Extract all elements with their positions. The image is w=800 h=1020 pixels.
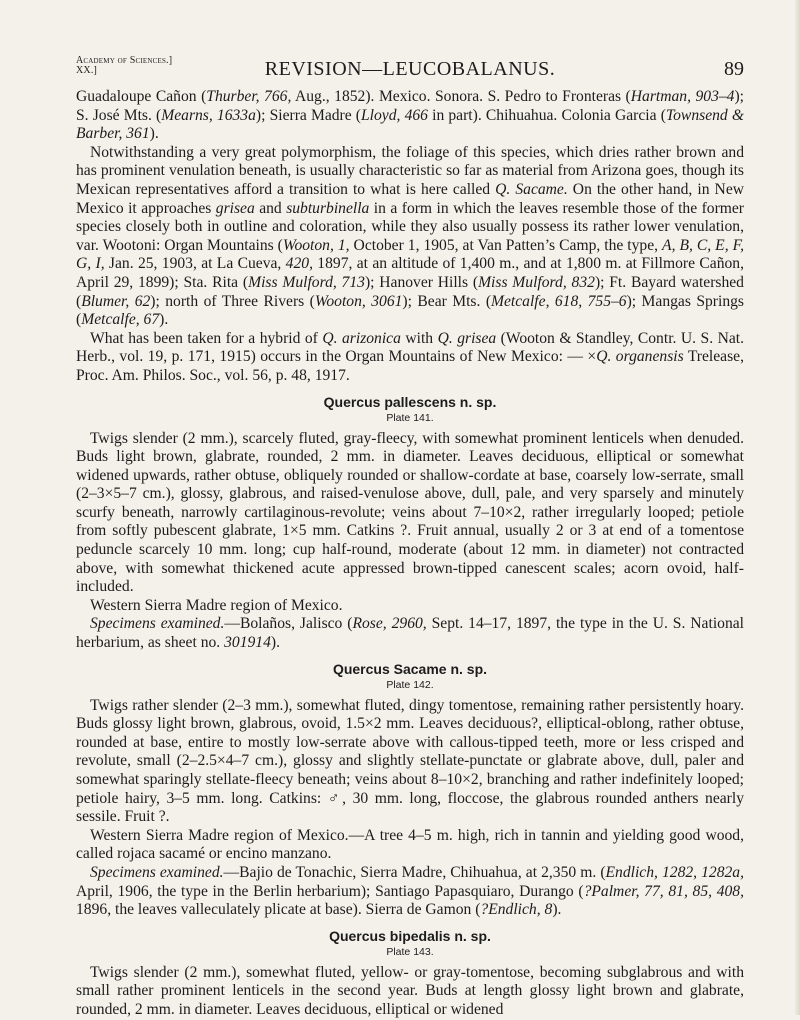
body-paragraph: Western Sierra Madre region of Mexico. [90,596,343,614]
species-heading: Quercus Sacame n. sp. [332,660,488,677]
page-number: 89 [724,58,744,80]
plate-reference: Plate 143. [386,945,434,958]
body-paragraph: What has been taken for a hybrid of Q. arizonica with Q. grisea (Wooton & Standley, Contr. U. S. Nat. Herb., vol. 19, p. 171, 1915) occurs in the Organ Mountains of New Mexico: — ×Q. organensis Trelease, Proc. Am. Philos. Soc., vol. 56, p. 48, 1917. [76,329,744,384]
body-paragraph: Twigs slender (2 mm.), somewhat fluted, yellow- or gray-tomentose, becoming subglabrous and with small rather prominent lenticels in the second year. Buds at length glossy light brown and glabrate, rounded, 2 mm. in diameter. Leaves deciduous, elliptical or widened [76,963,744,1018]
body-paragraph: Specimens examined.—Bolaños, Jalisco (Rose, 2960, Sept. 14–17, 1897, the type in the U. S. National herbarium, as sheet no. 301914). [76,615,744,652]
plate-reference: Plate 142. [386,678,434,691]
body-paragraph: Specimens examined.—Bajio de Tonachic, Sierra Madre, Chihuahua, at 2,350 m. (Endlich, 1282, 1282a, April, 1906, the type in the Berlin herbarium); Santiago Papasquiaro, Durango (?Palmer, 77, 81, 85, 408, 1896, the leaves valleculately plicate at base). Sierra de Gamon (?Endlich, 8). [76,863,745,919]
species-heading: Quercus bipedalis n. sp. [329,927,491,944]
body-paragraph: Western Sierra Madre region of Mexico.—A tree 4–5 m. high, rich in tannin and yielding good wood, called rojaca sacamé or encino manzano. [76,826,744,863]
running-title: REVISION—LEUCOBALANUS. [264,58,556,80]
body-paragraph: Notwithstanding a very great polymorphism, the foliage of this species, which dries rather brown and has prominent venulation beneath, is usually characteristic so far as material from Arizona goes, though its Mexican representatives afford a transition to what is here called Q. Sacame. On the other hand, in New Mexico it approaches grisea and subturbinella in a form in which the leaves resemble those of the former species closely both in outline and coloration, while they also usually possess its rather lower venulation, var. Wootoni: Organ Mountains (Wooton, 1, October 1, 1905, at Van Patten’s Camp, the type, A, B, C, E, F, G, I, Jan. 25, 1903, at La Cueva, 420, 1897, at an altitude of 1,400 m., and at 1,800 m. at Fillmore Cañon, April 29, 1899); Sta. Rita (Miss Mulford, 713); Hanover Hills (Miss Mulford, 832); Ft. Bayard watershed (Blumer, 62); north of Three Rivers (Wooton, 3061); Bear Mts. (Metcalfe, 618, 755–6); Mangas Springs (Metcalfe, 67). [76,143,745,329]
body-paragraph: Twigs rather slender (2–3 mm.), somewhat fluted, dingy tomentose, remaining rather persistently hoary. Buds glossy light brown, glabrous, ovoid, 1.5×2 mm. Leaves deciduous?, elliptical-oblong, rather obtuse, rounded at base, entire to mostly low-serrate above with callous-tipped teeth, more or less crisped and revolute, small (2–2.5×4–7 cm.), glossy and slightly stellate-punctate or glabrate above, dull, paler and somewhat sparingly stellate-fleecy beneath; veins about 8–10×2, branching and rather indefinitely looped; petiole hairy, 3–5 mm. long. Catkins: ♂, 30 mm. long, floccose, the glabrous rounded anthers nearly sessile. Fruit ?. [76,696,744,826]
plate-reference: Plate 141. [386,411,434,424]
species-heading: Quercus pallescens n. sp. [323,393,497,410]
running-head [76,54,744,88]
body-paragraph: Twigs slender (2 mm.), scarcely fluted, gray-fleecy, with somewhat prominent lenticels when denuded. Buds light brown, glabrate, rounded, 2 mm. in diameter. Leaves deciduous, elliptical or somewhat widened upwards, rather obtuse, obliquely rounded or shallow-cordate at base, coarsely low-serrate, small (2–3×5–7 cm.), glossy, glabrous, and raised-venulose above, dull, pale, and very sparsely and minutely scurfy beneath, narrowly cartilaginous-revolute; veins about 7–10×2, rather irregularly looped; petiole from softly pubescent glabrate, 1×5 mm. Catkins ?. Fruit annual, usually 2 or 3 at end of a tomentose peduncle scarcely 10 mm. long; cup half-round, moderate (about 12 mm. in diameter) not contracted above, with somewhat thickened acute appressed brown-tipped canescent scales; acorn ovoid, half-included. [76,429,744,596]
page-edge-shadow [794,0,800,1015]
journal-name: Academy of Sciences.] XX.] [76,55,173,76]
article-body [76,88,744,1020]
body-paragraph: Guadaloupe Cañon (Thurber, 766, Aug., 1852). Mexico. Sonora. S. Pedro to Fronteras (Hartman, 903–4); S. José Mts. (Mearns, 1633a); Sierra Madre (Lloyd, 466 in part). Chihuahua. Colonia Garcia (Townsend & Barber, 361). [76,88,744,143]
page [76,54,744,1020]
